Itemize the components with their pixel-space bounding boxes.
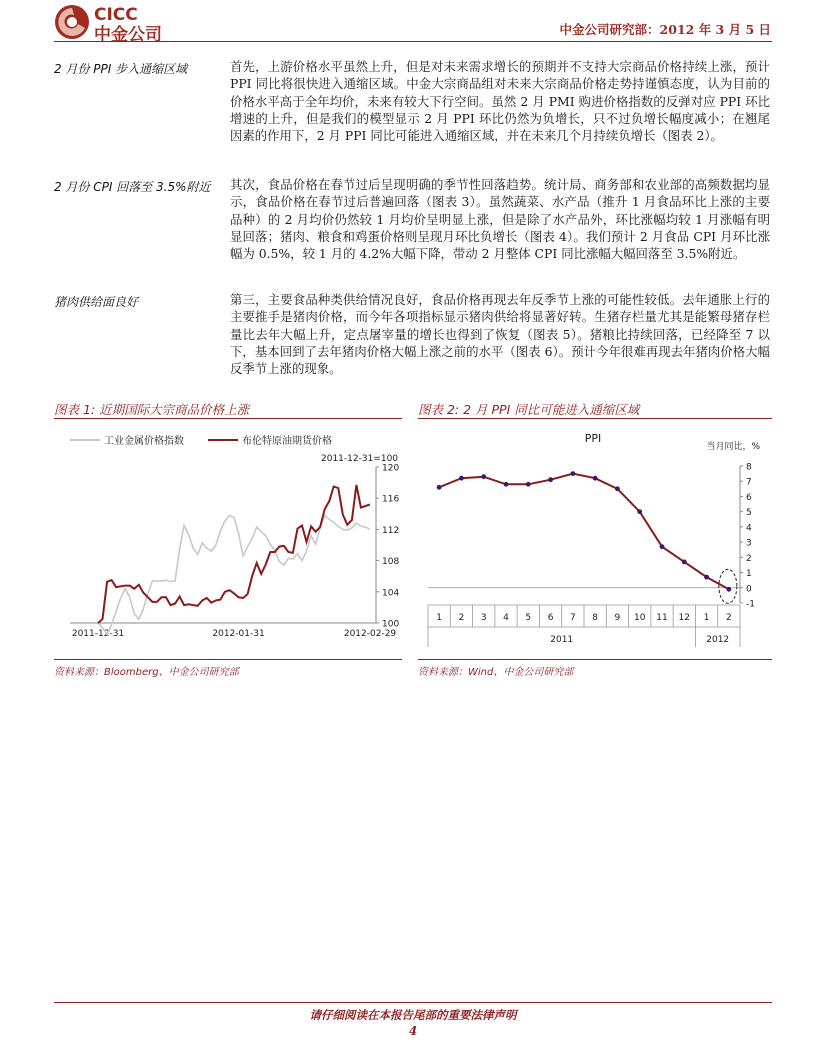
data-point	[593, 476, 598, 481]
y-tick-label: 4	[746, 523, 752, 534]
data-point	[548, 477, 553, 482]
y-tick-label: -1	[746, 599, 755, 610]
x-tick-label: 4	[503, 613, 509, 623]
data-point	[660, 544, 665, 549]
x-tick-label: 9	[614, 613, 621, 623]
header-rule	[54, 41, 772, 42]
data-point	[615, 486, 620, 491]
axis-note-base: 2011-12-31=100	[321, 454, 399, 464]
data-point	[570, 471, 575, 476]
figure-1-series	[98, 485, 370, 635]
year-label: 2012	[706, 635, 730, 645]
figure-2-chart	[418, 420, 774, 658]
figure-2-title: 图表 2: 2 月 PPI 同比可能进入通缩区域	[418, 402, 640, 417]
x-tick-label: 12	[678, 613, 691, 623]
section-text-pork: 第三，主要食品种类供给情况良好，食品价格再现去年反季节上涨的可能性较低。去年通胀上行的主要推手是猪肉价格，而今年各项指标显示猪肉供给将显著好转。生猪存栏量尤其是能繁母猪存栏量比去年大幅上升，定点屠宰量的增长也得到了恢复（图表 5）。猪粮比持续回落，已经降至 7 以下，基本回到了去年猪肉价格大幅上涨之前的水平（图表 6）。预计今年很难再现去年猪肉价格大幅反季节上涨的现象。	[230, 292, 770, 377]
logo-text-en: CICC	[94, 5, 138, 25]
year-label: 2011	[550, 635, 574, 645]
y-tick-label: 6	[746, 492, 752, 503]
data-point	[481, 474, 486, 479]
legal-disclaimer-note: 请仔细阅读在本报告尾部的重要法律声明	[309, 1008, 517, 1022]
legend-label-brent: 布伦特原油期货价格	[242, 436, 332, 447]
x-tick-label: 2	[725, 613, 732, 623]
section-text-ppi: 首先，上游价格水平虽然上升，但是对未来需求增长的预期并不支持大宗商品价格持续上涨，预计 PPI 同比将很快进入通缩区域。中金大宗商品组对未来大宗商品价格走势持谨慎态度，认为目前的价格水平高于全年均价，未来有较大下行空间。虽然 2 月 PMI 购进价格指数的反弹对应 PPI 环比增速的上升，但是我们的模型显示 2 月 PPI 环比仍然为负增长，只不过负增长幅度减小；在翘尾因素的作用下，2 月 PPI 同比可能进入通缩区域，并在未来几个月持续负增长（图表 2）。	[230, 59, 770, 144]
data-point	[726, 587, 731, 592]
figure-1-chart	[54, 420, 404, 658]
x-tick-label: 1	[703, 613, 710, 623]
series-line-ppi	[439, 474, 729, 590]
series-line-metals	[98, 515, 370, 634]
x-tick-label: 10	[633, 613, 646, 623]
y-tick-label: 0	[746, 584, 752, 595]
x-tick-label: 3	[480, 613, 487, 623]
x-tick-label: 2012-01-31	[212, 629, 265, 639]
data-point	[459, 476, 464, 481]
x-tick-label: 6	[547, 613, 554, 623]
x-tick-label: 2011-12-31	[71, 629, 125, 639]
x-tick-label: 2012-02-29	[343, 629, 397, 639]
figure-1-title: 图表 1: 近期国际大宗商品价格上涨	[54, 402, 250, 417]
y-tick-label: 1	[746, 569, 752, 580]
x-tick-label: 7	[569, 613, 576, 623]
figure-1-bottom-rule	[54, 659, 402, 660]
data-point	[704, 575, 709, 580]
figure-1-source: 资料来源：Bloomberg、中金公司研究部	[54, 667, 239, 678]
figure-2-axes	[428, 463, 755, 648]
x-tick-label: 8	[592, 613, 599, 623]
y-tick-label: 108	[382, 557, 400, 568]
report-date-header: 中金公司研究部：2012 年 3 月 5 日	[559, 22, 771, 37]
x-tick-label: 1	[436, 613, 443, 623]
cicc-logo	[52, 2, 192, 44]
figure-2-series	[437, 471, 737, 603]
section-label-ppi: 2 月份 PPI 步入通缩区域	[54, 62, 188, 76]
figure-2-top-rule	[418, 418, 772, 419]
data-point	[682, 560, 687, 565]
data-point	[637, 509, 642, 514]
y-tick-label: 112	[382, 525, 400, 536]
data-point	[437, 485, 442, 490]
data-point	[504, 482, 509, 487]
y-tick-label: 2	[746, 553, 752, 564]
x-tick-label: 5	[525, 613, 532, 623]
figure-2-ylabel: 当月同比，%	[706, 442, 760, 452]
y-tick-label: 116	[382, 494, 400, 505]
page-number: 4	[408, 1024, 418, 1038]
logo-emblem	[55, 5, 89, 39]
y-tick-label: 5	[746, 508, 752, 519]
data-point	[526, 482, 531, 487]
section-text-cpi: 其次，食品价格在春节过后呈现明确的季节性回落趋势。统计局、商务部和农业部的高频数据均显示，食品价格在春节过后普遍回落（图表 3）。虽然蔬菜、水产品（推升 1 月食品环比上涨的主要品种）的 2 月均价仍然较 1 月均价呈明显上涨，但是除了水产品外，环比涨幅均较 1 月涨幅有明显回落；猪肉、粮食和鸡蛋价格则呈现月环比负增长（图表 4）。我们预计 2 月食品 CPI 月环比涨幅为 0.5%，较 1 月的 4.2%大幅下降，带动 2 月整体 CPI 同比涨幅大幅回落至 3.5%附近。	[230, 177, 770, 262]
y-tick-label: 100	[382, 619, 400, 630]
series-line-brent	[98, 485, 370, 623]
footer-rule	[54, 1002, 772, 1003]
section-label-cpi: 2 月份 CPI 回落至 3.5%附近	[54, 180, 211, 194]
figure-1-axes	[70, 464, 399, 640]
logo-text-cn: 中金公司	[94, 25, 162, 44]
y-tick-label: 8	[746, 462, 752, 473]
y-tick-label: 104	[382, 588, 400, 599]
y-tick-label: 3	[746, 538, 752, 549]
figure-2-source: 资料来源：Wind、中金公司研究部	[418, 667, 574, 678]
x-tick-label: 2	[458, 613, 465, 623]
x-tick-label: 11	[656, 613, 668, 623]
figure-2-subtitle: PPI	[584, 432, 602, 445]
y-tick-label: 120	[382, 463, 400, 474]
section-label-pork: 猪肉供给面良好	[54, 295, 139, 309]
figure-2-bottom-rule	[418, 659, 772, 660]
figure-1-top-rule	[54, 418, 402, 419]
y-tick-label: 7	[746, 477, 752, 488]
legend-label-metals: 工业金属价格指数	[104, 436, 184, 447]
